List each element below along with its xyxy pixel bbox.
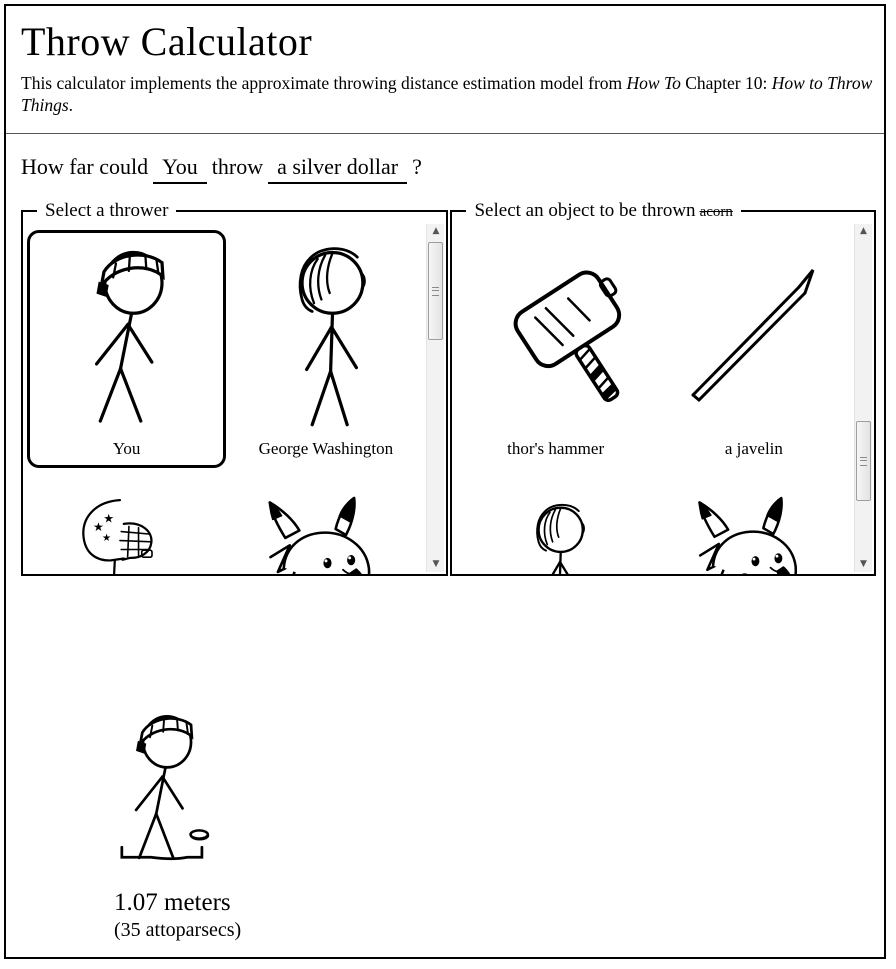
object-scroll-area[interactable] [452,222,874,574]
thrower-item-you[interactable] [27,230,226,468]
question-part1: How far could [21,153,149,179]
object-scrollbar[interactable] [854,224,872,572]
object-item-george-washington[interactable] [456,492,654,574]
thrower-item-label: George Washington [258,438,394,458]
question-sentence [21,154,876,184]
scroll-down-icon[interactable]: ▼ [432,558,440,569]
football-player-figure [66,495,188,574]
result-alt-distance: (35 attoparsecs) [114,918,242,941]
result-area [21,576,876,942]
question-part2: throw [211,153,264,179]
thrower-item-george-washington[interactable] [226,230,425,468]
object-panel-struck-label: acorn [699,203,733,220]
description-middle: Chapter 10: [680,73,772,93]
description-prefix: This calculator implements the approximate throwing distance estimation model from [21,73,627,93]
scroll-down-icon[interactable]: ▼ [860,558,867,569]
description [21,73,876,117]
distance-bracket [122,847,202,858]
scrollbar-grip-icon [432,287,439,296]
object-panel [450,200,876,576]
thrower-item-pikachu[interactable] [226,492,425,574]
chapter-title: How to Throw Things [21,73,873,115]
thrower-select[interactable]: You [153,154,207,184]
object-item-javelin[interactable] [655,230,853,468]
thrower-panel [21,200,448,576]
question-part3: ? [412,153,422,179]
divider [6,133,886,134]
scroll-up-icon[interactable]: ▲ [860,225,867,236]
description-suffix: . [68,94,74,115]
selection-panels [21,200,876,576]
scroll-up-icon[interactable]: ▲ [432,225,440,236]
object-panel-legend [466,200,740,222]
throw-result-figure [76,698,326,880]
object-select[interactable]: a silver dollar [268,154,407,184]
thrower-panel-legend: Select a thrower [45,199,169,221]
pikachu-figure [263,495,389,574]
george-washington-figure [252,235,400,433]
thrower-scrollbar-thumb[interactable] [428,242,443,340]
george-washington-figure [503,495,609,574]
object-item-label: a javelin [724,438,783,458]
pikachu-figure [693,495,815,574]
thrower-item-label: You [112,438,141,458]
object-item-label: thor's hammer [507,438,605,458]
page-title: Throw Calculator [21,19,313,64]
object-item-thors-hammer[interactable] [456,230,654,468]
result-distance: 1.07 meters [114,888,231,916]
thrower-scrollbar[interactable] [426,224,444,572]
thrower-scroll-area[interactable] [23,222,446,574]
javelin-figure [679,257,829,407]
object-scrollbar-thumb[interactable] [856,421,871,501]
thrower-item-football-player[interactable] [27,492,226,574]
scrollbar-grip-icon [860,457,867,466]
object-panel-legend-text: Select an object to be thrown [474,199,696,221]
you-figure [53,235,201,433]
page-frame [4,4,886,959]
object-item-pikachu[interactable] [655,492,853,574]
book-title: How To [626,73,681,93]
thors-hammer-figure [481,257,631,407]
